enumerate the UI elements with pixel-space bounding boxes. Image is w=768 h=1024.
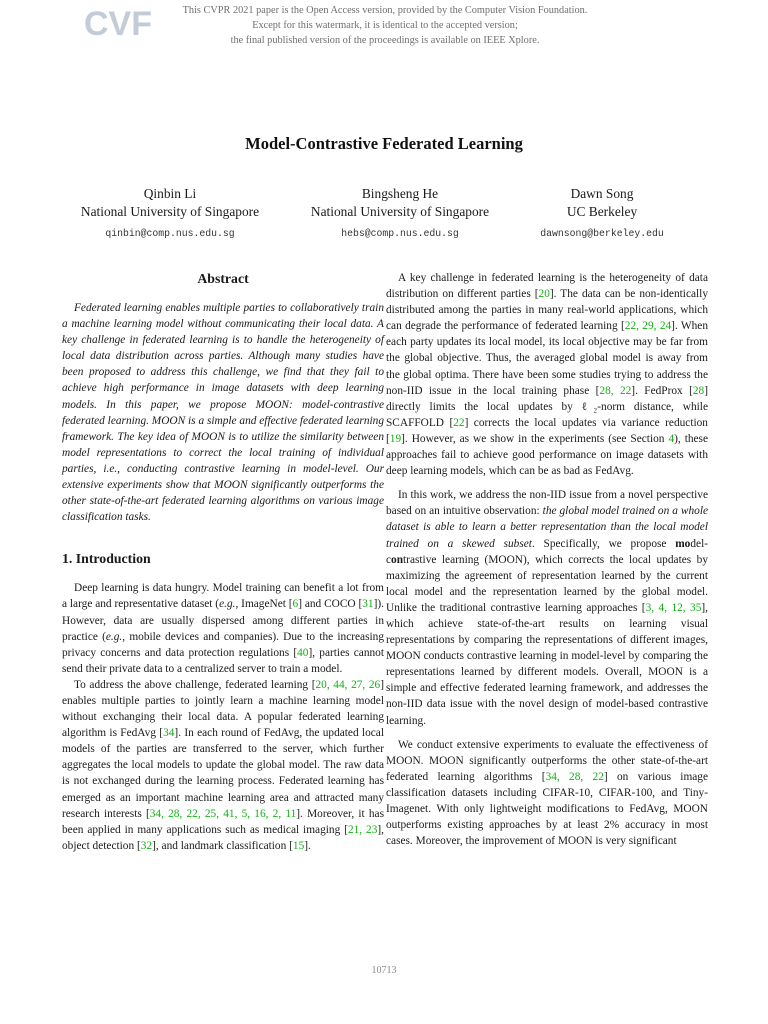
right-column xyxy=(386,270,708,849)
author-email[interactable]: qinbin@comp.nus.edu.sg xyxy=(105,228,235,239)
paper-title: Model-Contrastive Federated Learning xyxy=(245,134,523,153)
author-name: Qinbin Li xyxy=(143,186,197,201)
author-email[interactable]: hebs@comp.nus.edu.sg xyxy=(341,228,459,239)
citation-link[interactable]: 20, 44, 27, 26 xyxy=(315,678,381,691)
citation-link[interactable]: 22 xyxy=(453,416,465,429)
abstract-heading: Abstract xyxy=(197,271,249,286)
citation-link[interactable]: 31 xyxy=(362,598,374,611)
citation-link[interactable]: 34, 28, 22, 25, 41, 5, 16, 2, 11 xyxy=(149,807,297,820)
watermark-line: Except for this watermark, it is identical to the accepted version; xyxy=(252,20,518,32)
watermark-line: This CVPR 2021 paper is the Open Access version, provided by the Computer Vision Foundation. xyxy=(182,5,588,16)
intro-paragraph: Deep learning is data hungry. Model training can benefit a lot from a large and representative dataset (e.g., ImageNet [6] and COCO [31]). However, data are usually dispersed among different parties in practice (e.g., mobile devices and companies). Due to the increasing privacy concerns and data protection regulations [40], parties cannot send their private data to a centralized server to train a model. xyxy=(62,582,384,675)
section-heading-introduction: 1. Introduction xyxy=(62,551,151,567)
watermark-line: the final published version of the proceedings is available on IEEE Xplore. xyxy=(230,35,540,47)
cvf-logo xyxy=(84,4,152,43)
author-affiliation: UC Berkeley xyxy=(566,204,638,219)
cvf-logo-text: CVF xyxy=(84,5,152,43)
citation-link[interactable]: 6 xyxy=(292,598,299,611)
author-name: Bingsheng He xyxy=(361,186,439,201)
body-paragraph: In this work, we address the non-IID issue from a novel perspective based on an intuitive observation: the global model trained on a whole dataset is able to learn a better representation than the local model trained on a skewed subset. Specifically, we propose model-contrastive learning (MOON), which corrects the local updates by maximizing the agreement of representation learned by the current local model and the representation learned by the global model. Unlike the traditional contrastive learning approaches [3, 4, 12, 35], which achieve state-of-the-art results on learning visual representations by comparing the representations of different images, MOON conducts contrastive learning in model-level by comparing the representations learned by different models. Overall, MOON is a simple and effective federated learning framework, and addresses the non-IID data issue with the novel design of model-based contrastive learning. xyxy=(386,489,709,727)
author-email[interactable]: dawnsong@berkeley.edu xyxy=(540,228,664,239)
author-block xyxy=(60,185,280,243)
intro-paragraph: To address the above challenge, federated learning [20, 44, 27, 26] enables multiple parties to jointly learn a machine learning model without exchanging their local data. A popular federated learning algorithm is FedAvg [34]. In each round of FedAvg, the updated local models of the parties are transferred to the server, which further aggregates the local models to update the global model. The raw data is not exchanged during the learning process. Federated learning has emerged as an important machine learning area and attracted many research interests [34, 28, 22, 25, 41, 5, 16, 2, 11]. Moreover, it has been applied in many applications such as medical imaging [21, 23], object detection [32], and landmark classification [15]. xyxy=(62,678,385,852)
citation-link[interactable]: 28, 22 xyxy=(599,384,632,397)
author-name: Dawn Song xyxy=(570,186,634,201)
author-affiliation: National University of Singapore xyxy=(80,204,260,219)
author-block xyxy=(512,185,692,243)
author-affiliation: National University of Singapore xyxy=(310,204,490,219)
citation-link[interactable]: 19 xyxy=(389,432,402,445)
citation-link[interactable]: 40 xyxy=(297,646,309,659)
citation-link[interactable]: 20 xyxy=(538,288,550,301)
citation-link[interactable]: 34 xyxy=(163,727,175,740)
citation-link[interactable]: 28 xyxy=(692,384,705,397)
citation-link[interactable]: 22, 29, 24 xyxy=(624,320,672,333)
citation-link[interactable]: 34, 28, 22 xyxy=(545,770,604,783)
section-link[interactable]: 4 xyxy=(668,432,675,445)
citation-link[interactable]: 3, 4, 12, 35 xyxy=(645,601,702,614)
body-paragraph: We conduct extensive experiments to evaluate the effectiveness of MOON. MOON significantly outperforms the other state-of-the-art federated learning algorithms [34, 28, 22] on various image classification datasets including CIFAR-10, CIFAR-100, and Tiny-Imagenet. With only lightweight modifications to FedAvg, MOON outperforms existing approaches by at least 2% accuracy in most cases. Moreover, the improvement of MOON is very significant xyxy=(386,738,709,848)
citation-link[interactable]: 15 xyxy=(292,839,305,852)
author-block xyxy=(290,185,510,243)
citation-link[interactable]: 32 xyxy=(140,839,153,852)
abstract-text: Federated learning enables multiple parties to collaboratively train a machine learning model without communicating their local data. A key challenge in federated learning is to handle the heterogeneity of local data distribution across parties. Although many studies have been proposed to address this challenge, we find that they fail to achieve high performance in image datasets with deep learning models. In this paper, we propose MOON: model-contrastive federated learning. MOON is a simple and effective federated learning framework. The key idea of MOON is to utilize the similarity between model representations to correct the local training of individual parties, i.e., conducting contrastive learning in model-level. Our extensive experiments show that MOON significantly outperforms the other state-of-the-art federated learning algorithms on various image classification tasks. xyxy=(62,302,384,524)
citation-link[interactable]: 21, 23 xyxy=(347,823,378,836)
body-paragraph: A key challenge in federated learning is the heterogeneity of data distribution on different parties [20]. The data can be non-identically distributed among the parties in many real-world applications, which can degrade the performance of federated learning [22, 29, 24]. When each party updates its local model, its local objective may be far from the global objective. Thus, the averaged global model is away from the global optima. There have been some studies trying to address the non-IID issue in the local training phase [28, 22]. FedProx [28] directly limits the local updates by ℓ₂-norm distance, while SCAFFOLD [22] corrects the local updates via variance reduction [19]. However, as we show in the experiments (see Section 4), these approaches fail to achieve good performance on image datasets with deep learning models, which can be as bad as FedAvg. xyxy=(386,272,709,478)
left-column xyxy=(62,270,384,854)
abstract xyxy=(62,300,384,525)
open-access-watermark xyxy=(150,3,620,49)
page-number: 10713 xyxy=(371,965,397,976)
